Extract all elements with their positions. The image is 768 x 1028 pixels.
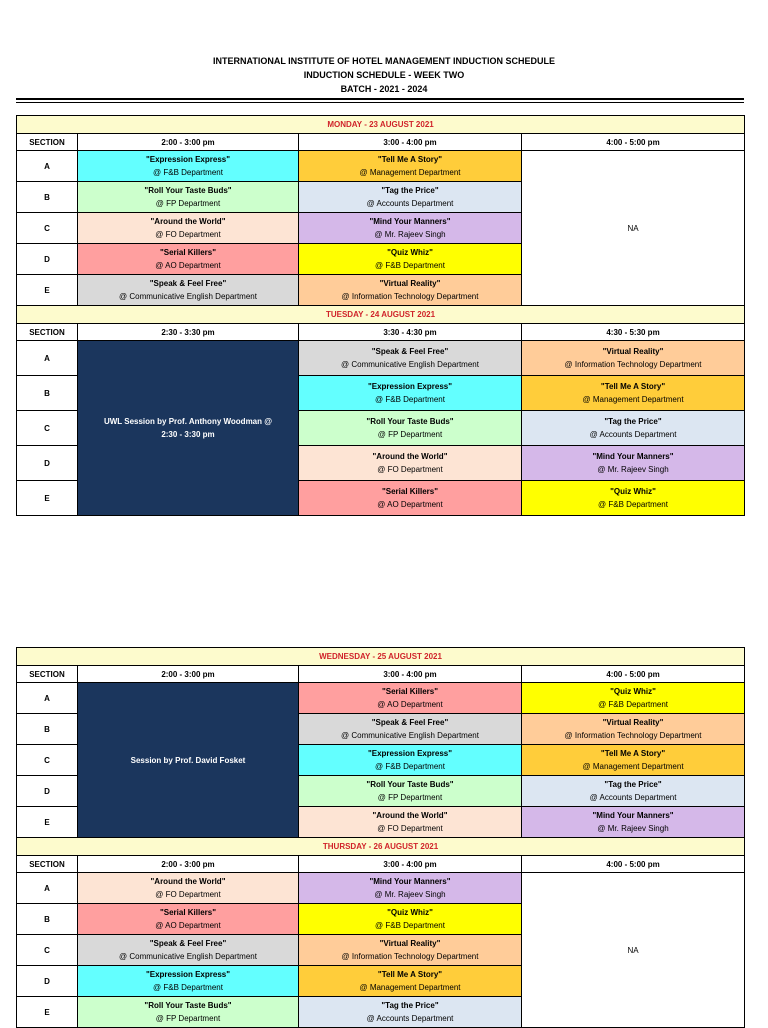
na-cell: NA [522, 873, 745, 1028]
activity-cell [522, 776, 745, 807]
activity-cell [299, 481, 522, 516]
activity-title: "Tell Me A Story" [600, 382, 666, 391]
activity-dept: @ F&B Department [375, 921, 445, 930]
time-slot-2: 3:00 - 4:00 pm [299, 666, 522, 683]
section-label: C [17, 411, 78, 446]
activity-cell [78, 244, 299, 275]
activity-cell [522, 341, 745, 376]
activity-title: "Serial Killers" [381, 487, 439, 496]
activity-cell [299, 182, 522, 213]
activity-title: "Around the World" [150, 217, 226, 226]
activity-dept: @ Information Technology Department [341, 952, 479, 961]
activity-dept: @ FO Department [377, 465, 443, 474]
activity-dept: @ Management Department [582, 762, 684, 771]
time-slot-1: 2:00 - 3:00 pm [78, 134, 299, 151]
activity-title: "Quiz Whiz" [387, 248, 433, 257]
time-slot-2: 3:30 - 4:30 pm [299, 324, 522, 341]
activity-cell [78, 213, 299, 244]
activity-cell [78, 182, 299, 213]
section-header: SECTION [17, 666, 78, 683]
section-header: SECTION [17, 134, 78, 151]
activity-title: "Virtual Reality" [602, 347, 664, 356]
activity-dept: @ Accounts Department [366, 199, 454, 208]
table-row [17, 683, 745, 714]
activity-title: "Around the World" [372, 811, 448, 820]
activity-dept: @ F&B Department [375, 762, 445, 771]
activity-cell [299, 997, 522, 1028]
activity-title: "Mind Your Manners" [369, 877, 451, 886]
activity-cell [299, 873, 522, 904]
schedule-table-wednesday-thursday [16, 647, 745, 1028]
activity-dept: @ Management Department [582, 395, 684, 404]
activity-dept: @ Communicative English Department [341, 360, 479, 369]
activity-cell [78, 966, 299, 997]
activity-title: "Tell Me A Story" [377, 970, 443, 979]
time-slot-1: 2:00 - 3:00 pm [78, 856, 299, 873]
activity-title: "Virtual Reality" [379, 939, 441, 948]
guest-session-block: Session by Prof. David Fosket [78, 683, 299, 838]
activity-cell [522, 481, 745, 516]
activity-cell [522, 807, 745, 838]
column-header-row [17, 324, 745, 341]
activity-title: "Expression Express" [367, 382, 453, 391]
activity-dept: @ FP Department [377, 430, 443, 439]
activity-title: "Expression Express" [145, 970, 231, 979]
activity-cell [522, 376, 745, 411]
section-label: B [17, 714, 78, 745]
day-header-wednesday [17, 648, 745, 666]
activity-title: "Speak & Feel Free" [371, 347, 449, 356]
activity-dept: @ Information Technology Department [564, 360, 702, 369]
activity-dept: @ Accounts Department [366, 1014, 454, 1023]
activity-title: "Roll Your Taste Buds" [366, 780, 454, 789]
activity-cell [299, 935, 522, 966]
activity-title: "Quiz Whiz" [610, 487, 656, 496]
activity-dept: @ Information Technology Department [341, 292, 479, 301]
activity-cell [299, 776, 522, 807]
activity-dept: @ F&B Department [598, 700, 668, 709]
section-label: D [17, 966, 78, 997]
time-slot-1: 2:00 - 3:00 pm [78, 666, 299, 683]
activity-dept: @ Accounts Department [589, 430, 677, 439]
section-label: C [17, 745, 78, 776]
activity-dept: @ F&B Department [375, 395, 445, 404]
uwl-session-block: UWL Session by Prof. Anthony Woodman @ 2:30 - 3:30 pm [78, 341, 299, 516]
activity-cell [299, 904, 522, 935]
section-label: B [17, 376, 78, 411]
activity-title: "Serial Killers" [159, 908, 217, 917]
activity-title: "Mind Your Manners" [592, 811, 674, 820]
activity-dept: @ Communicative English Department [341, 731, 479, 740]
section-label: A [17, 873, 78, 904]
activity-dept: @ Management Department [359, 168, 461, 177]
activity-cell [299, 683, 522, 714]
activity-dept: @ Communicative English Department [119, 952, 257, 961]
activity-title: "Serial Killers" [381, 687, 439, 696]
activity-title: "Mind Your Manners" [592, 452, 674, 461]
section-label: B [17, 904, 78, 935]
activity-dept: @ AO Department [155, 261, 221, 270]
activity-dept: @ FP Department [377, 793, 443, 802]
day-title-thursday: THURSDAY - 26 AUGUST 2021 [17, 838, 745, 856]
section-label: A [17, 341, 78, 376]
time-slot-2: 3:00 - 4:00 pm [299, 856, 522, 873]
batch-label: BATCH - 2021 - 2024 [340, 84, 428, 94]
section-label: E [17, 807, 78, 838]
section-label: E [17, 997, 78, 1028]
column-header-row [17, 856, 745, 873]
activity-title: "Around the World" [150, 877, 226, 886]
activity-title: "Expression Express" [145, 155, 231, 164]
activity-title: "Tell Me A Story" [600, 749, 666, 758]
section-label: A [17, 683, 78, 714]
section-label: B [17, 182, 78, 213]
na-cell: NA [522, 151, 745, 306]
activity-cell [78, 904, 299, 935]
section-label: C [17, 935, 78, 966]
activity-cell [299, 714, 522, 745]
activity-dept: @ Mr. Rajeev Singh [374, 230, 446, 239]
section-label: E [17, 275, 78, 306]
section-label: D [17, 776, 78, 807]
activity-title: "Quiz Whiz" [387, 908, 433, 917]
activity-cell [299, 275, 522, 306]
header-rule [16, 98, 744, 100]
activity-title: "Speak & Feel Free" [149, 279, 227, 288]
activity-title: "Roll Your Taste Buds" [144, 186, 232, 195]
activity-dept: @ AO Department [377, 500, 443, 509]
activity-dept: @ F&B Department [153, 168, 223, 177]
table-row [17, 873, 745, 904]
time-slot-2: 3:00 - 4:00 pm [299, 134, 522, 151]
activity-cell [299, 446, 522, 481]
activity-title: "Virtual Reality" [602, 718, 664, 727]
activity-dept: @ FO Department [377, 824, 443, 833]
activity-dept: @ F&B Department [598, 500, 668, 509]
activity-title: "Around the World" [372, 452, 448, 461]
activity-dept: @ Mr. Rajeev Singh [597, 465, 669, 474]
section-label: C [17, 213, 78, 244]
activity-dept: @ FP Department [155, 199, 221, 208]
column-header-row [17, 666, 745, 683]
activity-cell [78, 997, 299, 1028]
activity-dept: @ AO Department [377, 700, 443, 709]
activity-title: "Tag the Price" [604, 417, 662, 426]
column-header-row [17, 134, 745, 151]
activity-cell [522, 714, 745, 745]
activity-title: "Tell Me A Story" [377, 155, 443, 164]
activity-title: "Speak & Feel Free" [149, 939, 227, 948]
activity-title: "Tag the Price" [604, 780, 662, 789]
activity-cell [78, 275, 299, 306]
activity-title: "Expression Express" [367, 749, 453, 758]
activity-dept: @ FP Department [155, 1014, 221, 1023]
activity-dept: @ Communicative English Department [119, 292, 257, 301]
time-slot-3: 4:30 - 5:30 pm [522, 324, 745, 341]
section-label: D [17, 446, 78, 481]
activity-title: "Speak & Feel Free" [371, 718, 449, 727]
activity-title: "Quiz Whiz" [610, 687, 656, 696]
activity-cell [522, 745, 745, 776]
day-title-tuesday: TUESDAY - 24 AUGUST 2021 [17, 306, 745, 324]
activity-cell [299, 745, 522, 776]
section-header: SECTION [17, 324, 78, 341]
activity-title: "Roll Your Taste Buds" [366, 417, 454, 426]
activity-cell [78, 935, 299, 966]
activity-cell [299, 807, 522, 838]
day-header-thursday [17, 838, 745, 856]
activity-dept: @ Management Department [359, 983, 461, 992]
activity-dept: @ F&B Department [153, 983, 223, 992]
section-label: E [17, 481, 78, 516]
day-header-monday [17, 116, 745, 134]
time-slot-3: 4:00 - 5:00 pm [522, 666, 745, 683]
document-subtitle: INDUCTION SCHEDULE - WEEK TWO [303, 70, 465, 80]
activity-cell [299, 213, 522, 244]
activity-cell [522, 683, 745, 714]
section-header: SECTION [17, 856, 78, 873]
activity-cell [78, 151, 299, 182]
activity-cell [299, 411, 522, 446]
section-label: D [17, 244, 78, 275]
activity-title: "Serial Killers" [159, 248, 217, 257]
time-slot-3: 4:00 - 5:00 pm [522, 856, 745, 873]
day-title-wednesday: WEDNESDAY - 25 AUGUST 2021 [17, 648, 745, 666]
time-slot-3: 4:00 - 5:00 pm [522, 134, 745, 151]
activity-cell [299, 966, 522, 997]
activity-cell [78, 873, 299, 904]
document-title: INTERNATIONAL INSTITUTE OF HOTEL MANAGEMENT INDUCTION SCHEDULE [213, 56, 555, 66]
activity-cell [299, 341, 522, 376]
day-header-tuesday [17, 306, 745, 324]
activity-title: "Virtual Reality" [379, 279, 441, 288]
activity-dept: @ Information Technology Department [564, 731, 702, 740]
schedule-table-monday-tuesday [16, 115, 745, 516]
time-slot-1: 2:30 - 3:30 pm [78, 324, 299, 341]
table-row [17, 151, 745, 182]
day-title-monday: MONDAY - 23 AUGUST 2021 [17, 116, 745, 134]
header-rule-thin [16, 102, 744, 103]
section-label: A [17, 151, 78, 182]
activity-dept: @ Accounts Department [589, 793, 677, 802]
activity-cell [299, 376, 522, 411]
activity-cell [299, 151, 522, 182]
activity-cell [522, 446, 745, 481]
activity-title: "Mind Your Manners" [369, 217, 451, 226]
activity-cell [299, 244, 522, 275]
activity-dept: @ Mr. Rajeev Singh [597, 824, 669, 833]
activity-title: "Roll Your Taste Buds" [144, 1001, 232, 1010]
table-row [17, 341, 745, 376]
activity-dept: @ FO Department [155, 230, 221, 239]
activity-dept: @ F&B Department [375, 261, 445, 270]
activity-cell [522, 411, 745, 446]
activity-title: "Tag the Price" [381, 1001, 439, 1010]
activity-dept: @ Mr. Rajeev Singh [374, 890, 446, 899]
activity-dept: @ AO Department [155, 921, 221, 930]
activity-title: "Tag the Price" [381, 186, 439, 195]
activity-dept: @ FO Department [155, 890, 221, 899]
